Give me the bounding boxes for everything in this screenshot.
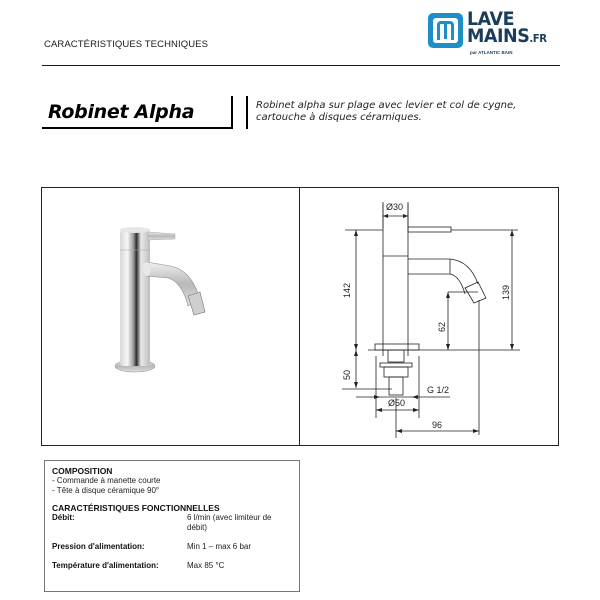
title-bracket (231, 96, 233, 129)
spec-label: Pression d'alimentation: (52, 542, 145, 551)
dim-thread: G 1/2 (427, 385, 450, 395)
faucet-photo (100, 220, 240, 400)
description-bar (246, 96, 248, 129)
technical-drawing (300, 188, 558, 445)
dim-height-total: 142 (342, 282, 352, 298)
composition-heading: COMPOSITION (52, 466, 113, 476)
dim-body-diameter: Ø30 (386, 202, 404, 212)
spec-label: Température d'alimentation: (52, 561, 159, 570)
spec-value: Max 85 °C (187, 561, 225, 570)
dim-height-lever: 139 (501, 284, 511, 300)
spec-row-pressure (52, 542, 293, 552)
specs-box (44, 460, 300, 592)
logo-wordmark (467, 8, 547, 47)
logo-tagline: par ATLANTIC BAIN (470, 50, 513, 55)
functional-heading: CARACTÉRISTIQUES FONCTIONNELLES (52, 503, 220, 513)
product-title: Robinet Alpha (48, 101, 195, 123)
spec-value: 6 l/min (avec limiteur de débit) (187, 513, 272, 532)
spec-label: Débit: (52, 513, 75, 522)
dim-base-diameter: Ø50 (388, 398, 406, 408)
section-label: CARACTÉRISTIQUES TECHNIQUES (44, 39, 209, 50)
brand-logo (428, 8, 573, 63)
composition-item: - Tête à disque céramique 90° (52, 486, 160, 495)
dim-spout-height: 62 (437, 321, 447, 332)
product-description: Robinet alpha sur plage avec levier et col de cygne, cartouche à disques céramiques. (256, 100, 517, 123)
title-underline (42, 127, 232, 129)
composition-item: - Commande à manette courte (52, 476, 161, 485)
logo-line-2: MAINS.FR (467, 25, 547, 47)
logo-line-1: LAVE (467, 8, 515, 30)
dim-spout-reach: 96 (432, 420, 443, 430)
lm-monogram-icon (428, 13, 463, 48)
spec-row-temperature (52, 561, 293, 571)
logo-suffix: .FR (529, 32, 547, 45)
dim-base-depth: 50 (342, 369, 352, 380)
spec-row-flow (52, 513, 293, 533)
header-divider (42, 65, 560, 66)
spec-value: Min 1 – max 6 bar (187, 542, 252, 551)
